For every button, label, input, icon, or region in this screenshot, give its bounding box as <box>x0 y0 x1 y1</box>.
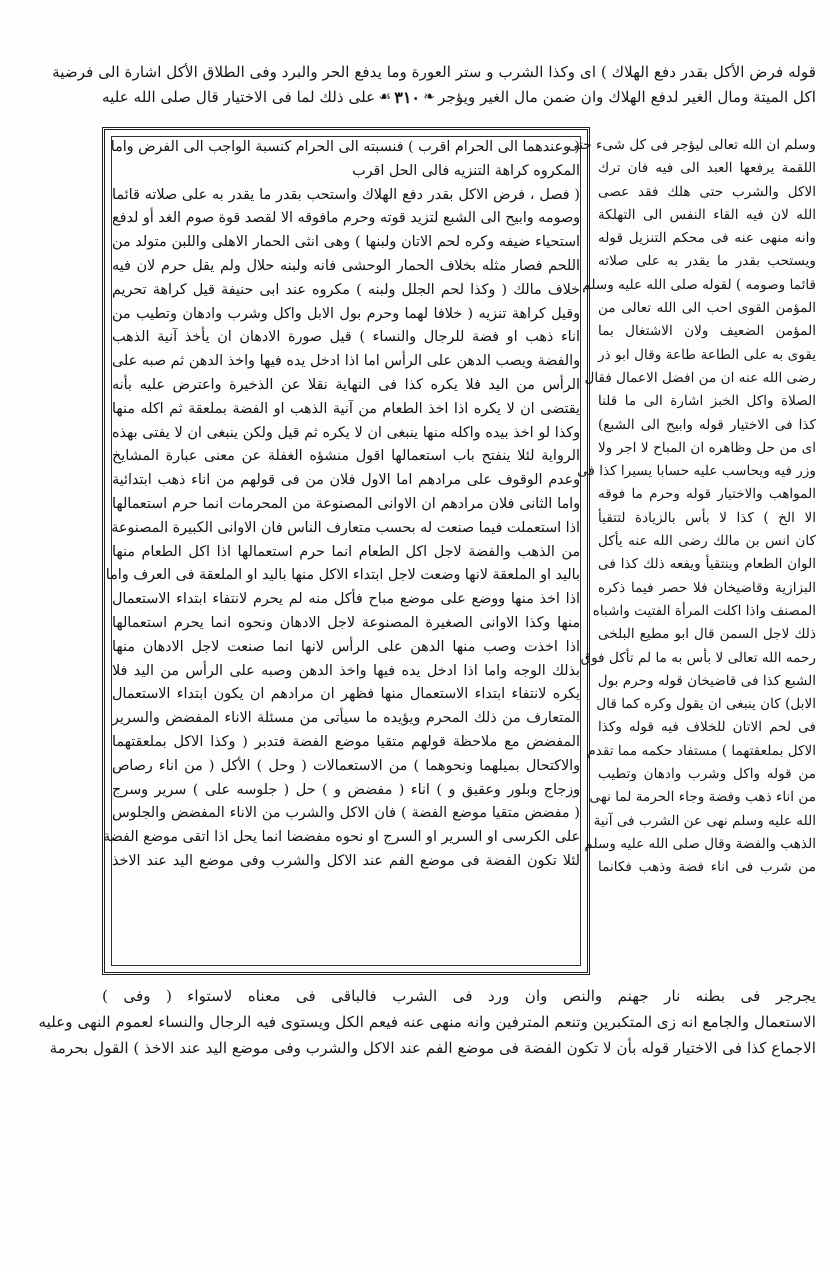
text-line: يقتضى ان لا يكره اذا اخذ الطعام من آنية الذهب او الفضة بملعقة ثم اكله منها <box>112 400 580 417</box>
commentary-line: وانه منهى عنه فى محكم التنزيل قوله <box>598 230 816 247</box>
text-line: المكروه كراهة التنزيه فالى الحل اقرب <box>352 162 580 179</box>
commentary-line: الله لان فيه القاء النفس الى التهلكة <box>598 206 816 223</box>
text-line: المفضض مع ملاحظة قولهم متقيا موضع الفضة فتدبر ( وكذا الاكل بملعقتهما <box>112 733 580 750</box>
commentary-line: المواهب والاختيار قوله وحرم ما فوقه <box>598 486 816 503</box>
ornament-icon: ❧ <box>423 89 435 105</box>
text-line: من الذهب والفضة لاجل اكل الطعام انما حرم استعمالها اذا اكل الطعام منها <box>112 543 580 560</box>
header-line-with-page-number <box>102 85 816 110</box>
footer-line: الاجماع كذا فى الاختيار قوله بأن لا تكون الفضة فى موضع الفم عند الاكل والشرب وفى موضع اليد عند الاخذ ) القول بحرمة <box>49 1039 816 1057</box>
header-line: قوله فرض الأكل بقدر دفع الهلاك ) اى وكذا الشرب و ستر العورة وما يدفع الحر والبرد وفى الطلاق الأكل اشارة الى فرضية <box>52 63 816 81</box>
commentary-line: كذا فى الاختيار قوله وابيح الى الشبع) <box>598 416 816 433</box>
commentary-line: رحمه الله تعالى لا بأس به ما لم تأكل فوق <box>580 649 816 666</box>
main-text-column <box>102 136 580 874</box>
text-line: بذلك الوجه واما اذا ادخل يده فيها واخذ الدهن وصبه على الرأس من اليد فلا <box>112 662 580 679</box>
header-text-left: على ذلك لما فى الاختيار قال صلى الله عليه <box>102 88 376 106</box>
commentary-line: ذلك لاجل السمن قال ابو مطيع البلخى <box>598 626 816 643</box>
text-line: باليد او الملعقة لانها وضعت لاجل ابتداء الاكل منها باليد او الملعقة فى العرف واما <box>105 567 580 584</box>
text-line: وكذا لو اخذ بيده واكله منها ينبغى ان لا يكره ثم قيل ولكن ينبغى ان لا يفتى بهذه <box>112 424 580 441</box>
text-line: واما الثانى فلان مرادهم ان الاوانى المصنوعة من المحرمات انما حرم استعمالها <box>112 495 580 512</box>
text-line: الرأس من اليد فلا يكره كذا فى النهاية نقلا عن الذخيرة واعترض عليه بأنه <box>112 376 580 393</box>
text-line: لئلا تكون الفضة فى موضع الفم عند الاكل والشرب وفى موضع اليد عند الاخذ <box>112 852 580 869</box>
text-line: اناء ذهب او فضة للرجال والنساء ) قيل صورة الادهان ان يأخذ آنية الذهب <box>112 329 580 346</box>
text-line: وزجاج وبلور وعقيق و ) اناء ( مفضض و ) حل ( جلوسه على ) سرير وسرج <box>112 781 580 798</box>
text-line: يكره لانتفاء ابتداء الاستعمال منها فظهر ان مرادهم ان يكون ابتداء الاستعمال <box>112 686 580 703</box>
text-line: والفضة ويصب الدهن على الرأس اما اذا ادخل يده فيها واخذ الدهن ثم صبه على <box>112 353 580 370</box>
text-line: ( مفضض متقيا موضع الفضة ) فان الاكل والشرب من الاناء المفضض والجلوس <box>112 805 580 822</box>
header-text-right: اكل الميتة ومال الغير لدفع الهلاك وان ضمن مال الغير ويؤجر <box>438 88 816 106</box>
commentary-line: كان انس بن مالك رضى الله عنه يأكل <box>598 533 816 550</box>
commentary-line: ويستحب بقدر ما يقدر به على صلاته <box>598 253 816 270</box>
text-line: اللحم فصار مثله بخلاف الحمار الوحشى فانه ولبنه حلال ولم يقل حرم لان فيه <box>112 257 580 274</box>
commentary-line: الوان الطعام وينتقيأ ويفعه ذلك كذا فى <box>598 556 816 573</box>
text-line: ( فصل ، فرض الاكل بقدر دفع الهلاك واستحب بقدر ما يقدر به على صلاته قائما <box>112 186 580 203</box>
commentary-line: من شرب فى اناء فضة وذهب فكانما <box>598 859 816 876</box>
commentary-line: الصلاة واكل الخبز اشارة الى ما قلنا <box>598 393 816 410</box>
text-line: الرواية لئلا ينفتح باب استعمالها اقول منشؤه الغفلة عن معنى عبارة المشايخ <box>112 448 580 465</box>
text-line: خلاف مالك ( وكذا لحم الجلل ولبنه ) مكروه عند ابى حنيفة قيل كراهة تحريم <box>112 281 580 298</box>
commentary-line: الله عليه وسلم نهى عن الشرب فى آنية <box>593 812 816 829</box>
text-line: على الكرسى او السرير او السرج او نحوه مفضضا انما يحل اذا اتقى موضع الفضة <box>102 829 580 846</box>
margin-commentary-column <box>567 134 816 880</box>
text-line: منها وكذا الاوانى الصغيرة المصنوعة لاجل الادهان ونحوه انما يحرم استعمالها <box>112 614 580 631</box>
commentary-line: الاكل بملعقتهما ) مستفاد حكمه مما تقدم <box>587 742 816 759</box>
page-number: ٣١٠ <box>394 88 420 107</box>
text-line: اذا اخذ منها ووضع على موضع مباح فأكل منه لم يحرم لانتفاء ابتداء الاستعمال <box>112 591 580 608</box>
commentary-line: رضى الله عنه ان من افضل الاعمال فقال <box>584 369 816 386</box>
footer-line: الاستعمال والجامع انه زى المتكبرين وتنعم المترفين وانه منهى عنه فيعم الكل ويستوى فيه الرجال والنساء لعموم النهى وعليه <box>38 1013 816 1031</box>
footer-line: يجرجر فى بطنه نار جهنم والنص وان ورد فى الشرب فالباقى فى معناه لاستواء ( وفى ) <box>102 987 816 1005</box>
text-line: وصومه وابيح الى الشبع لتزيد قوته وحرم مافوقه الا لقصد قوة صوم الغد أو لدفع <box>112 210 580 227</box>
text-line: وعدم الوقوف على مرادهم اما الاول فلان من فى قولهم من اناء ذهب ابتدائية <box>112 472 580 489</box>
text-line: استحياء ضيفه وكره لحم الاتان ولبنها ) وهى انثى الحمار الاهلى واللبن متولد من <box>112 234 580 251</box>
commentary-line: من قوله واكل وشرب وادهان وتطيب <box>598 766 816 783</box>
commentary-line: المؤمن الضعيف ولان الاشتغال بما <box>598 323 816 340</box>
text-line: اذا اخذت وصب منها الدهن على الرأس لانها انما صنعت لاجل الادهان منها <box>112 638 580 655</box>
page-header <box>52 60 816 110</box>
text-line: المتعارف من ذلك المحرم ويؤيده ما سيأتى من مسئلة الاناء المفضض والسرير <box>112 710 580 727</box>
commentary-line: المصنف واذا اكلت المرأة الفتيت واشباه <box>592 602 816 619</box>
commentary-line: البزازية وقاضيخان فلا حصر فيما ذكره <box>598 579 816 596</box>
commentary-line: اللقمة يرفعها العبد الى فيه فان ترك <box>598 160 816 177</box>
text-line: اذا استعملت فيما صنعت له بحسب متعارف الناس فان الاوانى الكبيرة المصنوعة <box>111 519 580 536</box>
commentary-line: يقوى به على الطاعة طاعة وقال ابو ذر <box>598 346 816 363</box>
commentary-line: الذهب والفضة وقال صلى الله عليه وسلم <box>584 835 816 852</box>
text-line: وقيل كراهة تنزيه ( خلافا لهما وحرم بول الابل واكل وشرب وادهان وتطيب من <box>112 305 580 322</box>
page-footer-text <box>38 983 816 1061</box>
commentary-line: الا الخ ) كذا لا بأس بالزيادة لتتقيأ <box>598 509 816 526</box>
commentary-line: الابل) كان ينبغى ان يقول وكره كما قال <box>596 696 816 713</box>
commentary-line: وزر فيه ويحاسب عليه حسابا يسيرا كذا فى <box>577 463 816 480</box>
commentary-line: اى من حل وظاهره ان المباح لا اجر ولا <box>598 439 816 456</box>
text-line: ( وعندهما الى الحرام اقرب ) فنسبته الى الحرام كنسبة الواجب الى الفرض واما <box>110 139 580 155</box>
text-line: والاكتحال بميلهما ونحوهما ) من الاستعمالات ( وحل ) الأكل ( من اناء رصاص <box>112 757 580 774</box>
commentary-line: وسلم ان الله تعالى ليؤجر فى كل شىء حتى <box>567 137 816 153</box>
ornament-icon: ☙ <box>378 89 392 105</box>
commentary-line: الاكل والشرب حتى هلك فقد عصى <box>598 183 816 200</box>
commentary-line: قائما وصومه ) لقوله صلى الله عليه وسلم <box>582 276 816 293</box>
commentary-line: المؤمن القوى احب الى الله تعالى من <box>598 300 816 317</box>
commentary-line: من اناء ذهب وفضة وجاء الحرمة لما نهى <box>589 789 816 806</box>
commentary-line: الشبع كذا فى قاضيخان قوله وحرم بول <box>597 672 816 689</box>
commentary-line: فى لحم الاتان للخلاف فيه قوله وكذا <box>598 719 816 736</box>
